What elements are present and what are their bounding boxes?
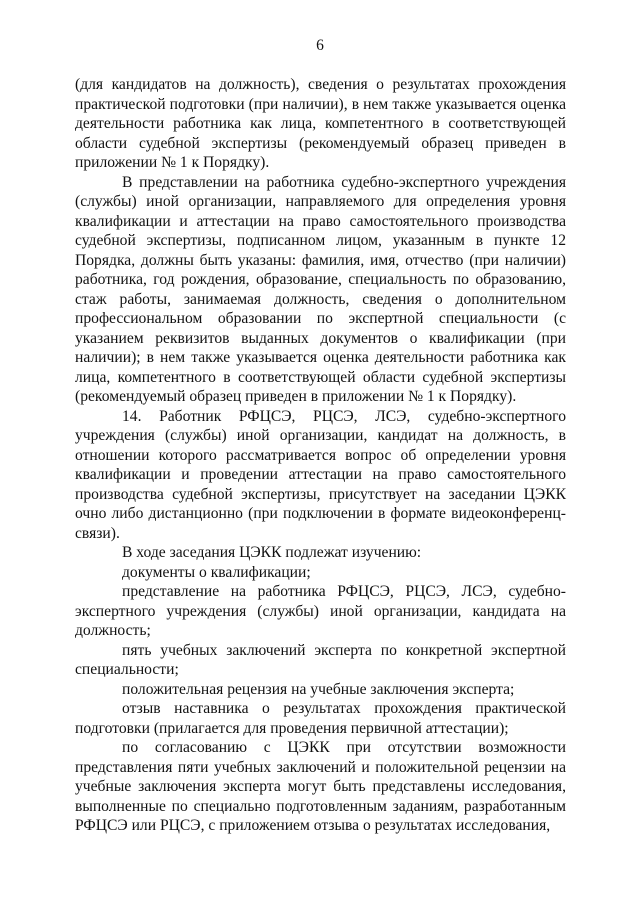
page-number: 6 [316, 37, 324, 54]
list-item-positive-review: положительная рецензия на учебные заключения эксперта; [122, 680, 515, 698]
document-body [75, 75, 566, 836]
list-item-submission: представление на работника РФЦСЭ, РЦСЭ, ЛСЭ, судебно-экспертного учреждения (службы) иной организации, кандидата на должность; [75, 583, 566, 639]
paragraph-item-14: 14. Работник РФЦСЭ, РЦСЭ, ЛСЭ, судебно-экспертного учреждения (службы) иной организации, кандидат на должность, в отношении которого рассматривается вопрос об определении уровня квалификации и проведении аттестации на право самостоятельного производства судебной экспертизы, присутствует на заседании ЦЭКК очно либо дистанционно (при подключении в формате видеоконференц-связи). [75, 407, 566, 542]
list-item-alternative-studies: по согласованию с ЦЭКК при отсутствии возможности представления пяти учебных заключений и положительной рецензии на учебные заключения эксперта могут быть представлены исследования, выполненные по специально подготовленным заданиям, разработанным РФЦСЭ или РЦСЭ, с приложением отзыва о результатах исследования, [75, 739, 566, 834]
list-item-mentor-feedback: отзыв наставника о результатах прохождения практической подготовки (прилагается для проведения первичной аттестации); [75, 700, 566, 737]
list-item-five-conclusions: пять учебных заключений эксперта по конкретной экспертной специальности; [75, 641, 566, 678]
list-item-qualification-documents: документы о квалификации; [122, 563, 311, 581]
paragraph-expert-submission: В представлении на работника судебно-экспертного учреждения (службы) иной организации, направляемого для определения уровня квалификации и аттестации на право самостоятельного производства судебной экспертизы, подписанном лицом, указанным в пункте 12 Порядка, должны быть указаны: фамилия, имя, отчество (при наличии) работника, год рождения, образование, специальность по образованию, стаж работы, занимаемая должность, сведения о дополнительном профессиональном образовании по экспертной специальности (с указанием реквизитов выданных документов о квалификации (при наличии); в нем также указывается оценка деятельности работника как лица, компетентного в соответствующей области судебной экспертизы (рекомендуемый образец приведен в приложении № 1 к Порядку). [75, 173, 566, 405]
paragraph-meeting-review: В ходе заседания ЦЭКК подлежат изучению: [122, 544, 422, 561]
paragraph-continuation: (для кандидатов на должность), сведения о результатах прохождения практической подготовки (при наличии), в нем также указывается оценка деятельности работника как лица, компетентного в соответствующей области судебной экспертизы (рекомендуемый образец приведен в приложении № 1 к Порядку). [75, 76, 566, 171]
